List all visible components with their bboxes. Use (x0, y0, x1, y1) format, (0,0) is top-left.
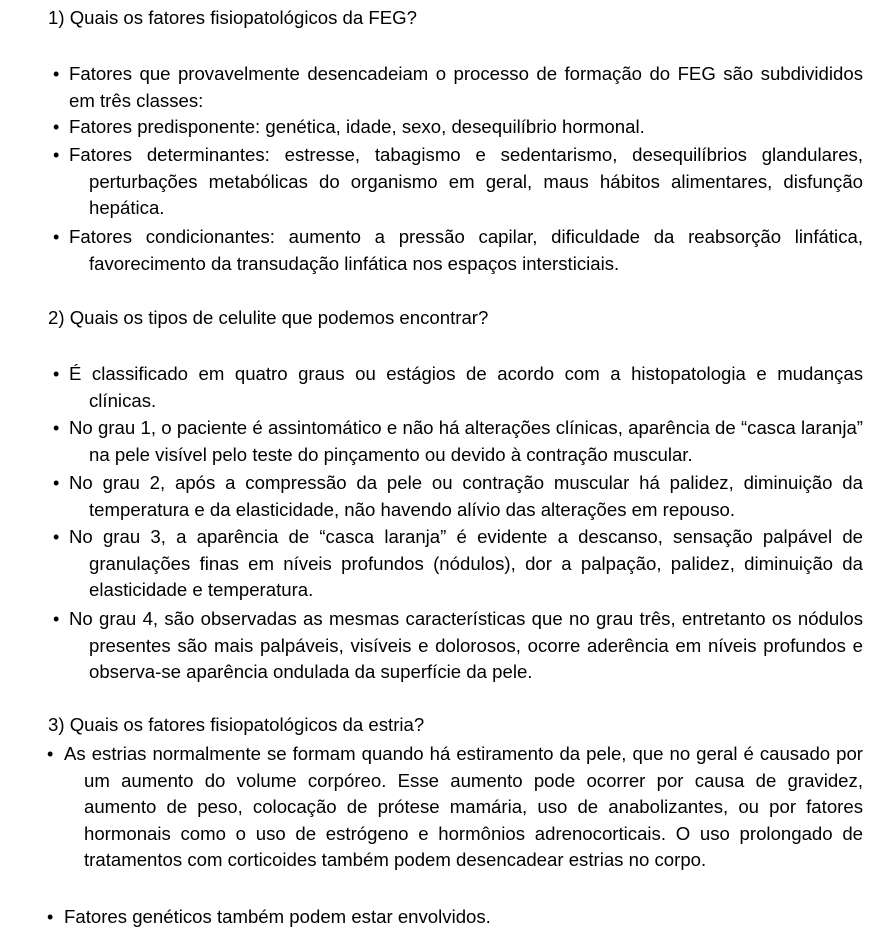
list-item-text: Fatores genéticos também podem estar envolvidos. (64, 906, 491, 927)
list-item (53, 606, 863, 686)
bullet-glyph: • (53, 473, 60, 493)
list-item (53, 142, 863, 222)
list-item-text: No grau 4, são observadas as mesmas características que no grau três, entretanto os nódulos presentes são mais palpáveis, visíveis e dolorosos, ocorre aderência em níveis profundos e observa-se aparência ondulada da superfície da pele. (69, 608, 863, 682)
list-item (47, 904, 863, 931)
list-item (53, 470, 863, 523)
bullet-glyph: • (53, 145, 60, 165)
bullet-glyph: • (53, 227, 60, 247)
list-item (53, 361, 863, 414)
list-item (53, 415, 863, 468)
list-item-text: No grau 1, o paciente é assintomático e não há alterações clínicas, aparência de “casca laranja” na pele visível pelo teste do pinçamento ou devido à contração muscular. (69, 417, 863, 465)
list-item (53, 114, 863, 141)
bullet-glyph: • (53, 418, 60, 438)
bullet-glyph: • (53, 527, 60, 547)
list-item (53, 224, 863, 277)
list-item-text: Fatores condicionantes: aumento a pressão capilar, dificuldade da reabsorção linfática, favorecimento da transudação linfática nos espaços intersticiais. (69, 226, 863, 274)
question-3: 3) Quais os fatores fisiopatológicos da estria? (48, 714, 425, 735)
list-item-text: No grau 2, após a compressão da pele ou contração muscular há palidez, diminuição da temperatura e da elasticidade, não havendo alívio das alterações em repouso. (69, 472, 863, 520)
list-item (53, 524, 863, 604)
list-item-text: Fatores que provavelmente desencadeiam o processo de formação do FEG são subdivididos em três classes: (69, 63, 863, 111)
bullet-glyph: • (53, 609, 60, 629)
question-1: 1) Quais os fatores fisiopatológicos da FEG? (48, 7, 417, 28)
question-2: 2) Quais os tipos de celulite que podemos encontrar? (48, 307, 489, 328)
list-item (47, 741, 863, 874)
list-item (53, 61, 863, 114)
bullet-glyph: • (47, 744, 54, 764)
bullet-glyph: • (47, 907, 54, 927)
bullet-glyph: • (53, 117, 60, 137)
list-item-text (69, 61, 863, 114)
list-item-text: Fatores predisponente: genética, idade, sexo, desequilíbrio hormonal. (69, 116, 645, 137)
bullet-glyph: • (53, 64, 60, 84)
list-item-text: É classificado em quatro graus ou estágios de acordo com a histopatologia e mudanças clínicas. (69, 363, 863, 411)
bullet-glyph: • (53, 364, 60, 384)
list-item-text: As estrias normalmente se formam quando há estiramento da pele, que no geral é causado por um aumento do volume corpóreo. Esse aumento pode ocorrer por causa de gravidez, aumento de peso, colocação de prótese mamária, uso de anabolizantes, ou por fatores hormonais como o uso de estrógeno e hormônios adrenocorticais. O uso prolongado de tratamentos com corticoides também podem desencadear estrias no corpo. (64, 743, 863, 870)
list-item-text: No grau 3, a aparência de “casca laranja” é evidente a descanso, sensação palpável de granulações finas em níveis profundos (nódulos), dor a palpação, palidez, diminuição da elasticidade e temperatura. (69, 526, 863, 600)
list-item-text: Fatores determinantes: estresse, tabagismo e sedentarismo, desequilíbrios glandulares, perturbações metabólicas do organismo em geral, maus hábitos alimentares, disfunção hepática. (69, 144, 863, 218)
